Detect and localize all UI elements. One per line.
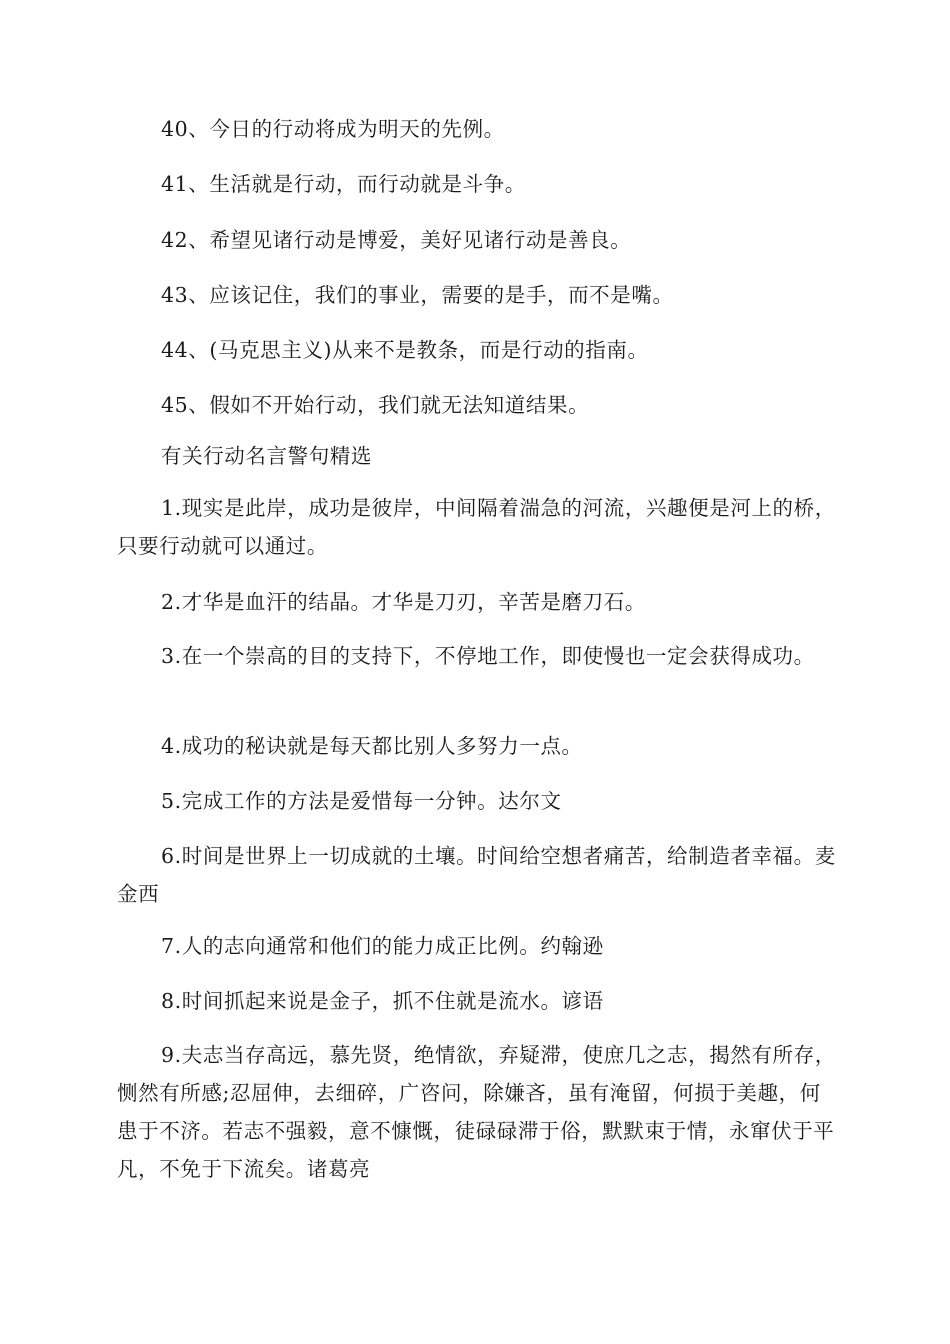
quote-9: 9.夫志当存高远，慕先贤，绝情欲，弃疑滞，使庶几之志，揭然有所存，恻然有所感;忍屈伸，去细碎，广咨问，除嫌吝，虽有淹留，何损于美趣，何患于不济。若志不强毅，意不慷慨，徒碌碌滞于俗，默默束于情，永窜伏于平凡，不免于下流矣。诸葛亮 <box>117 1043 836 1181</box>
quote-8: 8.时间抓起来说是金子，抓不住就是流水。谚语 <box>161 989 604 1013</box>
quote-6: 6.时间是世界上一切成就的土壤。时间给空想者痛苦，给制造者幸福。麦金西 <box>117 844 836 906</box>
quote-5: 5.完成工作的方法是爱惜每一分钟。达尔文 <box>161 789 562 813</box>
quote-40: 40、今日的行动将成为明天的先例。 <box>161 117 505 141</box>
quote-42: 42、希望见诸行动是博爱，美好见诸行动是善良。 <box>161 228 632 252</box>
quote-2: 2.才华是血汗的结晶。才华是刀刃，辛苦是磨刀石。 <box>161 590 646 614</box>
quote-45: 45、假如不开始行动，我们就无法知道结果。 <box>161 393 590 417</box>
quote-44: 44、(马克思主义)从来不是教条，而是行动的指南。 <box>161 338 649 362</box>
quote-4: 4.成功的秘诀就是每天都比别人多努力一点。 <box>161 734 583 758</box>
quote-43: 43、应该记住，我们的事业，需要的是手，而不是嘴。 <box>161 283 674 307</box>
quote-41: 41、生活就是行动，而行动就是斗争。 <box>161 172 526 196</box>
quote-1: 1.现实是此岸，成功是彼岸，中间隔着湍急的河流，兴趣便是河上的桥，只要行动就可以通过。 <box>117 496 836 558</box>
section-heading: 有关行动名言警句精选 <box>161 444 372 468</box>
quote-3: 3.在一个崇高的目的支持下，不停地工作，即使慢也一定会获得成功。 <box>161 644 815 668</box>
quote-7: 7.人的志向通常和他们的能力成正比例。约翰逊 <box>161 934 604 958</box>
